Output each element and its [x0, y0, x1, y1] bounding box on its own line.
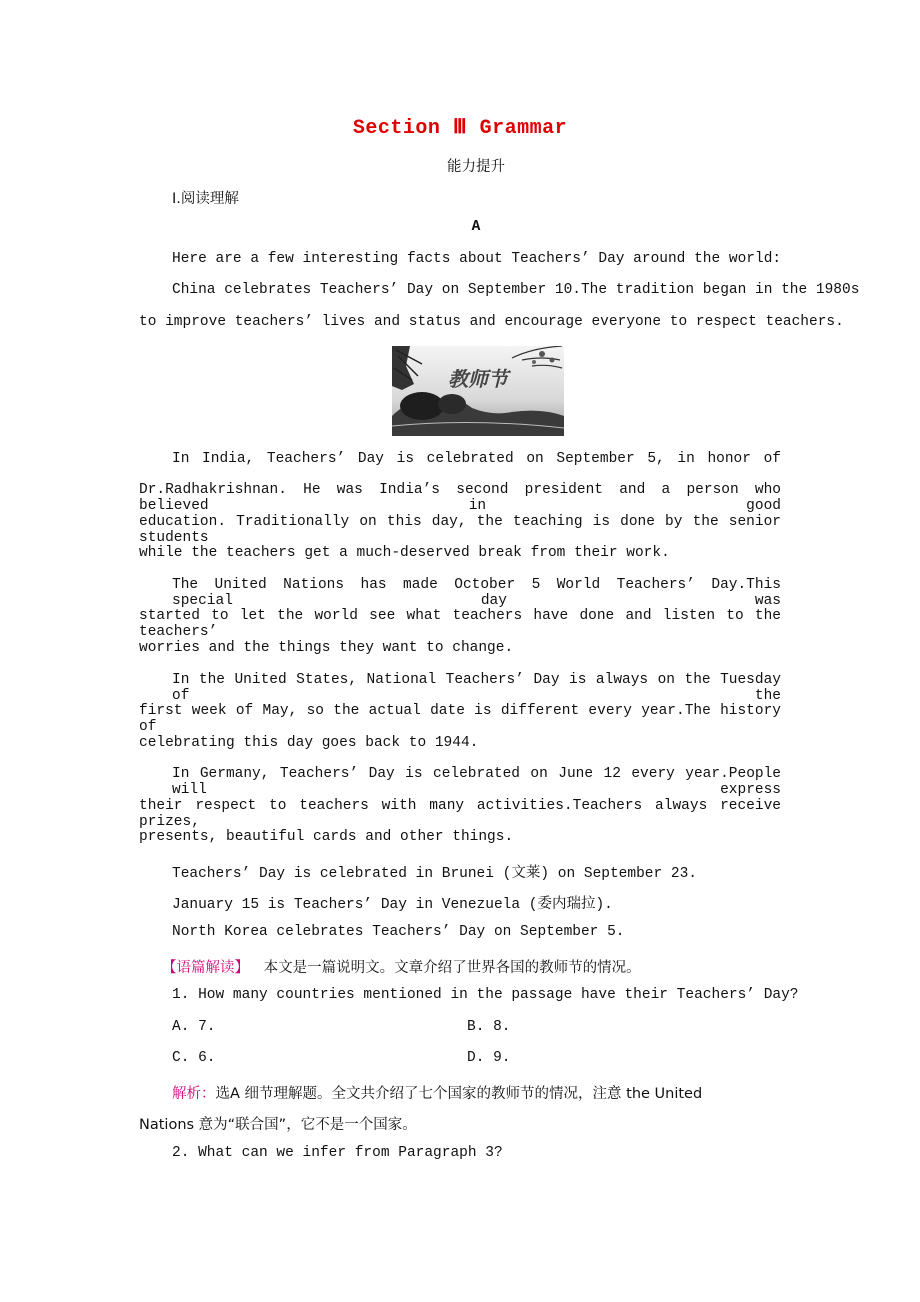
analysis-text: 选A 细节理解题。全文共介绍了七个国家的教师节的情况，注意 the United: [215, 1086, 703, 1102]
reading-note-label: 【语篇解读】: [162, 960, 249, 976]
passage-line: presents, beautiful cards and other things.: [139, 829, 514, 845]
teachers-day-image: [392, 346, 564, 436]
q1-option-a: A. 7.: [172, 1019, 216, 1035]
passage-line: The United Nations has made October 5 World Teachers’ Day.This special day was: [172, 577, 781, 609]
part-heading: A: [471, 219, 481, 235]
question-2: 2. What can we infer from Paragraph 3?: [172, 1145, 503, 1161]
q1-analysis-cont: Nations 意为“联合国”，它不是一个国家。: [139, 1117, 417, 1133]
reading-note-text: 本文是一篇说明文。文章介绍了世界各国的教师节的情况。: [263, 960, 641, 976]
passage-line: January 15 is Teachers’ Day in Venezuela (委内瑞拉).: [172, 897, 613, 913]
passage-line: In India, Teachers’ Day is celebrated on September 5, in honor of: [172, 451, 781, 467]
figure-caption: 教师节: [448, 367, 508, 391]
passage-line: to improve teachers’ lives and status and encourage everyone to respect teachers.: [139, 314, 844, 330]
passage-line: Dr.Radhakrishnan. He was India’s second president and a person who believed in good: [139, 482, 781, 514]
passage-line: Here are a few interesting facts about Teachers’ Day around the world:: [172, 251, 782, 267]
passage-line: China celebrates Teachers’ Day on September 10.The tradition began in the 1980s: [172, 282, 860, 298]
q1-option-d: D. 9.: [467, 1050, 511, 1066]
passage-line: Teachers’ Day is celebrated in Brunei (文莱) on September 23.: [172, 866, 697, 882]
teachers-day-illustration: [392, 346, 564, 436]
section-heading: Ⅰ.阅读理解: [172, 191, 239, 207]
passage-line: North Korea celebrates Teachers’ Day on September 5.: [172, 924, 625, 940]
q1-analysis: [172, 1082, 781, 1103]
passage-line: while the teachers get a much-deserved break from their work.: [139, 545, 670, 561]
passage-line: worries and the things they want to change.: [139, 640, 514, 656]
passage-line: In the United States, National Teachers’ Day is always on the Tuesday of the: [172, 672, 781, 704]
analysis-label: 解析：: [172, 1086, 216, 1102]
page-subtitle: 能力提升: [447, 159, 505, 175]
passage-line: celebrating this day goes back to 1944.: [139, 735, 479, 751]
passage-line: education. Traditionally on this day, the teaching is done by the senior students: [139, 514, 781, 546]
page-title: Section Ⅲ Grammar: [352, 117, 568, 140]
question-1: 1. How many countries mentioned in the passage have their Teachers’ Day?: [172, 987, 799, 1003]
passage-line: started to let the world see what teachers have done and listen to the teachers’: [139, 608, 781, 640]
passage-line: In Germany, Teachers’ Day is celebrated on June 12 every year.People will express: [172, 766, 781, 798]
passage-line: first week of May, so the actual date is different every year.The history of: [139, 703, 781, 735]
q1-option-b: B. 8.: [467, 1019, 511, 1035]
passage-line: their respect to teachers with many activities.Teachers always receive prizes,: [139, 798, 781, 830]
reading-note: [162, 956, 781, 977]
q1-option-c: C. 6.: [172, 1050, 216, 1066]
